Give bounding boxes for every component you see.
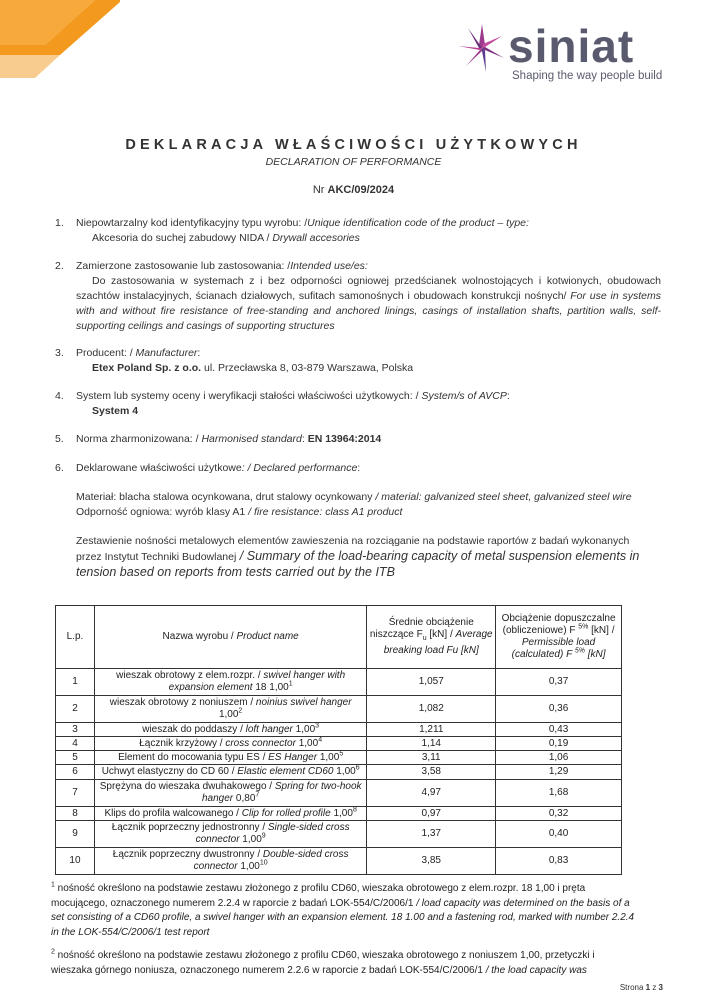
- header-lp: L.p.: [56, 606, 95, 669]
- cell-lp: 4: [56, 737, 95, 751]
- section-6: 6. Deklarowane właściwości użytkowe: / Declared performance:: [55, 462, 361, 474]
- table-row: [56, 821, 622, 848]
- table-row: [56, 669, 622, 696]
- cell-permissible-load: 0,83: [496, 848, 622, 875]
- footnote-2: $^2$ nośność określono na podstawie zestawu złożonego z profilu CD60, wieszaka obrotowego z noniuszem 1,00, przetyczki i wieszaka górnego noniusza, oznaczonego numerem 2.2.6 w raporcie z badań LOK-554/C/2006/1 / the load capacity was: [51, 948, 595, 976]
- performance-table: [55, 605, 622, 875]
- table-row: [56, 765, 622, 780]
- document-subtitle: DECLARATION OF PERFORMANCE: [265, 156, 442, 168]
- cell-permissible-load: 0,32: [496, 807, 622, 821]
- footnote-1: $^1$ nośność określono na podstawie zestawu złożonego z profilu CD60, wieszaka obrotowego z elem.rozpr. 18 1,00 i pręta mocującego, oznaczonego numerem 2.2.4 w raporcie z badań LOK-554/C/2006/1 / load capacity was determined on the basis of a set consisting of a CD60 profile, a swivel hanger with an expansion element. 18 1.00 and a fastening rod, marked with number 2.2.4 in the LOK-554/C/2006/1 test report: [51, 881, 635, 938]
- header-product-name: Nazwa wyrobu / Product name: [94, 606, 366, 669]
- cell-lp: 10: [56, 848, 95, 875]
- cell-permissible-load: 1,29: [496, 765, 622, 780]
- section-3: 3. Producent: / Manufacturer: Etex Poland Sp. z o.o. ul. Przecławska 8, 03-879 Warszawa, Polska: [55, 347, 414, 374]
- cell-permissible-load: 1,68: [496, 780, 622, 807]
- cell-average-breaking-load: 4,97: [367, 780, 496, 807]
- cell-lp: 5: [56, 751, 95, 765]
- cell-product-name: Łącznik poprzeczny jednostronny / Single-sided cross connector 1,00$^9$: [94, 821, 366, 848]
- header-average-breaking-load: Średnie obciążenie niszczące $F_u$ [kN] / Average breaking load Fu [kN]: [367, 606, 496, 669]
- cell-product-name: Sprężyna do wieszaka dwuhakowego / Spring for two-hook hanger 0,80$^7$: [94, 780, 366, 807]
- table-row: [56, 737, 622, 751]
- section-1: 1. Niepowtarzalny kod identyfikacyjny typu wyrobu: /Unique identification code of the product – type: Akcesoria do suchej zabudowy NIDA / Drywall accesories: [55, 217, 529, 244]
- cell-product-name: wieszak obrotowy z noniuszem / noinius swivel hanger 1,00$^2$: [94, 696, 366, 723]
- table-row: [56, 780, 622, 807]
- section-2: 2. Zamierzone zastosowanie lub zastosowania: /Intended use/es: Do zastosowania w systemach z i bez odporności ogniowej przedścianek wolnostojących i kotwionych, obudowach szachtów instalacyjnych, ścianach działowych, sufitach samonośnych i obudowach konstrukcji nośnych/ For use in systems with and without fire resistance of free-standing and anchored linings, casings of installation shafts, partition walls, self-supporting ceilings and casings of supporting structures: [55, 260, 661, 332]
- cell-permissible-load: 0,37: [496, 669, 622, 696]
- page-footer: Strona 1 z 3: [619, 983, 663, 992]
- material-statement: Materiał: blacha stalowa ocynkowana, drut stalowy ocynkowany / material: galvanized steel sheet, galvanized steel wire Odporność ogniowa: wyrób klasy A1 / fire resistance: class A1 product: [76, 491, 632, 518]
- cell-permissible-load: 0,19: [496, 737, 622, 751]
- cell-product-name: wieszak do poddaszy / loft hanger 1,00$^3$: [94, 723, 366, 737]
- cell-lp: 8: [56, 807, 95, 821]
- cell-average-breaking-load: 3,85: [367, 848, 496, 875]
- document-number: Nr AKC/09/2024: [312, 184, 395, 196]
- cell-product-name: Łącznik krzyżowy / cross connector 1,00$^4$: [94, 737, 366, 751]
- cell-average-breaking-load: 0,97: [367, 807, 496, 821]
- summary-statement: Zestawienie nośności metalowych elementów zawieszenia na rozciąganie na podstawie raportów z badań wykonanych przez Instytut Techniki Budowlanej / Summary of the load-bearing capacity of metal suspension elements in tension based on reports from tests carried out by the ITB: [76, 535, 640, 579]
- table-row: [56, 723, 622, 737]
- logo-wordmark: siniat: [508, 20, 635, 72]
- cell-product-name: Element do mocowania typu ES / ES Hanger 1,00$^5$: [94, 751, 366, 765]
- table-row: [56, 848, 622, 875]
- cell-lp: 7: [56, 780, 95, 807]
- table-row: [56, 696, 622, 723]
- cell-average-breaking-load: 1,14: [367, 737, 496, 751]
- cell-lp: 3: [56, 723, 95, 737]
- corner-decoration: [0, 0, 120, 80]
- cell-average-breaking-load: 1,057: [367, 669, 496, 696]
- table-row: [56, 751, 622, 765]
- cell-average-breaking-load: 3,58: [367, 765, 496, 780]
- cell-product-name: Klips do profila walcowanego / Clip for rolled profile 1,00$^8$: [94, 807, 366, 821]
- cell-average-breaking-load: 3,11: [367, 751, 496, 765]
- section-5: 5. Norma zharmonizowana: / Harmonised standard: EN 13964:2014: [55, 433, 382, 445]
- cell-permissible-load: 0,36: [496, 696, 622, 723]
- cell-permissible-load: 1,06: [496, 751, 622, 765]
- cell-product-name: Uchwyt elastyczny do CD 60 / Elastic element CD60 1,00$^6$: [94, 765, 366, 780]
- section-4: 4. System lub systemy oceny i weryfikacji stałości właściwości użytkowych: / System/s of AVCP: System 4: [55, 390, 510, 417]
- cell-product-name: wieszak obrotowy z elem.rozpr. / swivel hanger with expansion element 18 1,00$^1$: [94, 669, 366, 696]
- siniat-logo: [456, 18, 676, 90]
- document-title: DEKLARACJA WŁAŚCIWOŚCI UŻYTKOWYCH: [125, 137, 582, 153]
- logo-tagline: Shaping the way people build: [512, 70, 663, 82]
- cell-lp: 1: [56, 669, 95, 696]
- siniat-star-icon: [456, 22, 508, 74]
- cell-permissible-load: 0,43: [496, 723, 622, 737]
- table-header-row: [56, 606, 622, 669]
- table-row: [56, 807, 622, 821]
- cell-lp: 9: [56, 821, 95, 848]
- cell-permissible-load: 0,40: [496, 821, 622, 848]
- cell-product-name: Łącznik poprzeczny dwustronny / Double-sided cross connector 1,00$^{10}$: [94, 848, 366, 875]
- cell-average-breaking-load: 1,211: [367, 723, 496, 737]
- cell-lp: 6: [56, 765, 95, 780]
- cell-average-breaking-load: 1,37: [367, 821, 496, 848]
- cell-average-breaking-load: 1,082: [367, 696, 496, 723]
- header-permissible-load: Obciążenie dopuszczalne (obliczeniowe) F $^{5\%}$ [kN] / Permissible load (calculated) F $^{5\%}$ [kN]: [496, 606, 622, 669]
- cell-lp: 2: [56, 696, 95, 723]
